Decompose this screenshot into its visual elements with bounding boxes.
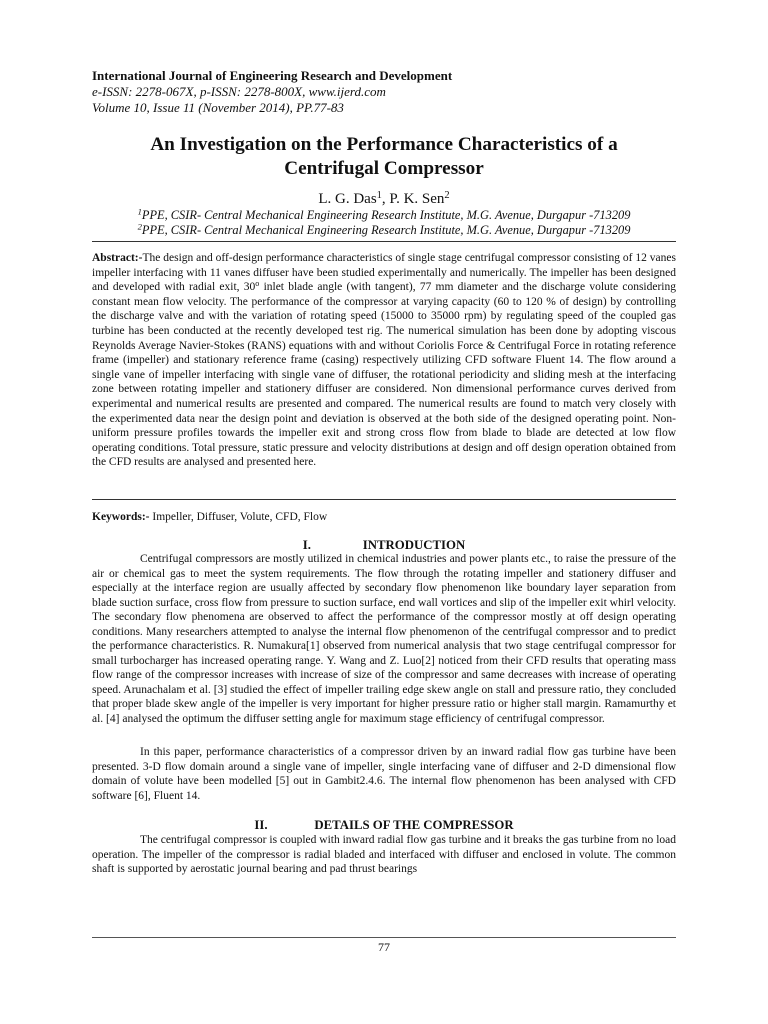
- section-1-heading: [92, 538, 676, 552]
- section-2-paragraph-1: The centrifugal compressor is coupled with inward radial flow gas turbine and it breaks the gas turbine from no load operation. The impeller of the compressor is radial bladed and interfaced with diffuser and enclosed in volute. The common shaft is supported by aerostatic journal bearing and pad thrust bearings: [92, 834, 676, 876]
- volume-line: Volume 10, Issue 11 (November 2014), PP.77-83: [92, 100, 344, 115]
- authors: [92, 190, 676, 208]
- section-2-number: II.: [254, 818, 268, 832]
- section-1-number: I.: [302, 538, 311, 552]
- abstract-text-cont: inlet blade angle (with tangent), 77 mm diameter and the discharge volute considering constant mean flow velocity. The performance of the compressor at varying capacity (60 to 120 % of design) by controlling the discharge valve and with the variation of rotating speed (15000 to 35000 rpm) by regulating speed of the coupled gas turbine has been conducted at the recently developed test rig. The numerical simulation has been done by adopting viscous Reynolds Average Navier-Stokes (RANS) equations with and without Coriolis Force & Centrifugal Force in rotating reference frame (impeller) and stationary reference frame (casing) respectively utilizing CFD software Fluent 14. The flow around a single vane of impeller interfacing with single vane of diffuser, the rotational periodicity and sliding mesh at the interfacing zone between rotating impeller and stationery diffuser are considered. Non dimensional performance curves derived from experimental and numerical results are presented and compared. The numerical results are found to match very closely with the experimented data near the design point and deviation is observed at the both side of the designed operating point. Non-uniform pressure profiles towards the impeller exit and strong cross flow from blade to blade are detected at low flow operating conditions. Total pressure, static pressure and velocity distributions at design and off design operation obtained from the CFD results are analysed and presented here.: [92, 281, 676, 469]
- author-2-affil-mark: 2: [444, 189, 450, 201]
- section-2-title: DETAILS OF THE COMPRESSOR: [314, 818, 514, 832]
- abstract-label: Abstract:-: [92, 252, 143, 264]
- affiliation-2-mark: 2: [137, 221, 142, 232]
- affiliations: [92, 208, 676, 238]
- page-number: 77: [378, 940, 390, 954]
- title-line-1: An Investigation on the Performance Characteristics of a: [150, 134, 618, 155]
- author-separator: ,: [381, 191, 390, 207]
- abstract: [92, 251, 676, 470]
- keywords: [92, 510, 676, 524]
- section-1-title: INTRODUCTION: [362, 538, 466, 552]
- keywords-label: Keywords:-: [92, 511, 150, 523]
- keywords-text: Impeller, Diffuser, Volute, CFD, Flow: [149, 511, 328, 523]
- journal-header: [92, 68, 682, 116]
- affiliation-2: [92, 223, 676, 238]
- author-1-affil-mark: 1: [376, 189, 382, 201]
- issn-line: e-ISSN: 2278-067X, p-ISSN: 2278-800X, www.ijerd.com: [92, 84, 386, 99]
- affiliation-1: [92, 208, 676, 223]
- title-line-2: Centrifugal Compressor: [284, 158, 484, 179]
- section-2-heading: [92, 818, 676, 832]
- author-2: P. K. Sen: [389, 191, 445, 207]
- paper-title: [92, 133, 676, 181]
- section-1-paragraph-2: In this paper, performance characteristics of a compressor driven by an inward radial flow gas turbine have been presented. 3-D flow domain around a single vane of impeller, single interfacing vane of diffuser and 2-D dimensional flow domain of volute have been modelled [5] out in Gambit2.4.6. The internal flow phenomenon has been analysed with CFD software [6], Fluent 14.: [92, 746, 676, 802]
- journal-name: International Journal of Engineering Research and Development: [92, 68, 453, 83]
- affiliation-1-text: PPE, CSIR- Central Mechanical Engineering Research Institute, M.G. Avenue, Durgapur -713209: [141, 208, 631, 222]
- footer-rule: [92, 937, 676, 938]
- section-1-paragraph-1: Centrifugal compressors are mostly utilized in chemical industries and power plants etc., to raise the pressure of the air or chemical gas to meet the system requirements. The flow through the rotating impeller and stationery diffuser and especially at the interface region are usually affected by secondary flow phenomenon like boundary layer separation from blade suction surface, cross flow from pressure to suction surface, end wall vortices and slip of the impeller exit whirl velocity. The secondary flow phenomena are observed to affect the performance of the compressor mostly at off design operating conditions. Many researchers attempted to analyse the internal flow phenomenon of the centrifugal compressor and to predict the performance characteristics. R. Numakura[1] observed from numerical analysis that two stage centrifugal compressor for small turbocharger has increased operating range. Y. Wang and Z. Luo[2] noticed from their CFD results that operating mass flow range of the compressor increases with increase of size of the compressor and same decreases with increase of operating speed. Arunachalam et al. [3] studied the effect of impeller trailing edge skew angle on stall and pressure ratio, they concluded that proper blade skew angle of the impeller is very important for higher pressure ratio or higher stall margin. Ramamurthy et al. [4] analysed the optimum the diffuser setting angle for maximum stage efficiency of centrifugal compressor.: [92, 553, 676, 726]
- author-1: L. G. Das: [318, 191, 377, 207]
- degree-mark: o: [255, 279, 260, 289]
- affiliation-2-text: PPE, CSIR- Central Mechanical Engineering Research Institute, M.G. Avenue, Durgapur -713209: [141, 223, 631, 237]
- affiliation-1-mark: 1: [137, 206, 142, 217]
- abstract-text: The design and off-design performance characteristics of single stage centrifugal compressor consisting of 12 vanes impeller interfacing with 11 vanes diffuser have been studied experimentally and numerically. The impeller has been designed and developed with radial exit, 30: [92, 252, 676, 294]
